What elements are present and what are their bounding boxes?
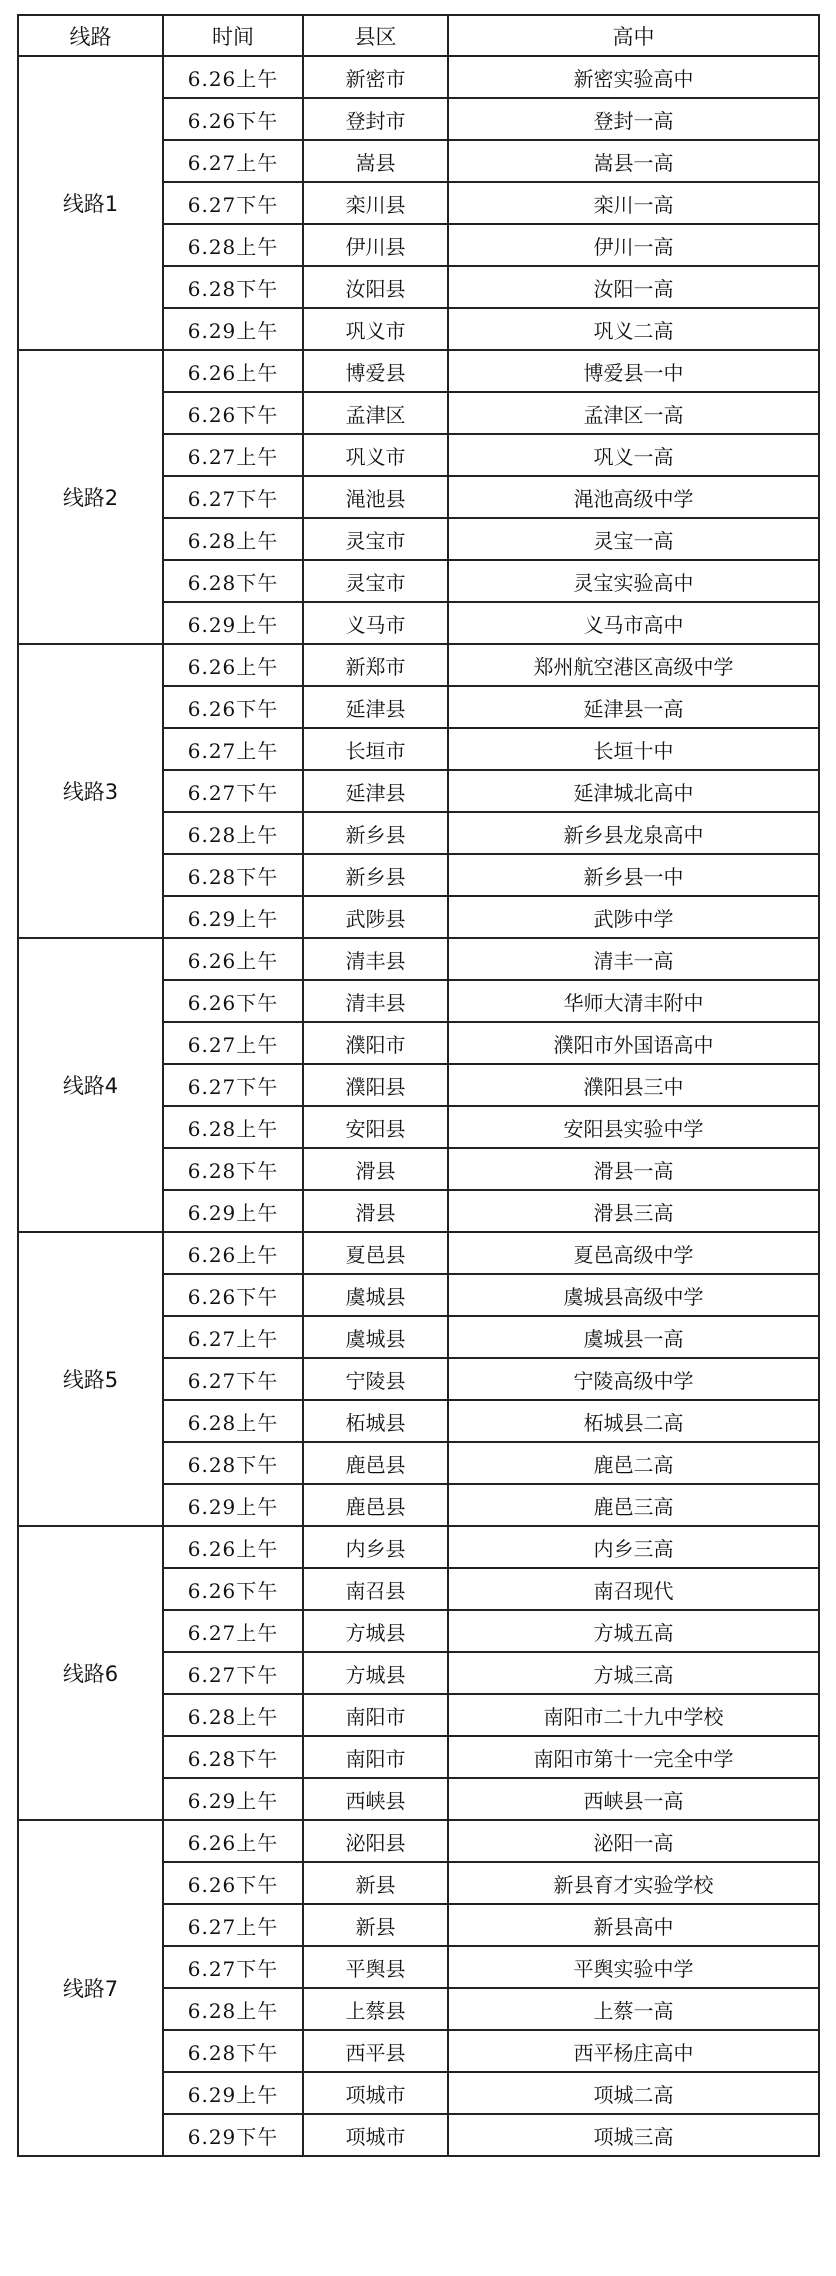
school-cell: 武陟中学 <box>448 896 819 938</box>
county-cell: 嵩县 <box>303 140 448 182</box>
school-cell: 新县高中 <box>448 1904 819 1946</box>
time-cell: 6.26上午 <box>163 56 303 98</box>
county-cell: 汝阳县 <box>303 266 448 308</box>
school-cell: 伊川一高 <box>448 224 819 266</box>
table-row <box>18 644 819 686</box>
county-cell: 南阳市 <box>303 1694 448 1736</box>
county-cell: 西峡县 <box>303 1778 448 1820</box>
county-cell: 延津县 <box>303 770 448 812</box>
header-row <box>18 15 819 56</box>
table-row <box>18 350 819 392</box>
time-cell: 6.28上午 <box>163 1694 303 1736</box>
time-cell: 6.29上午 <box>163 602 303 644</box>
time-cell: 6.26下午 <box>163 1568 303 1610</box>
time-cell: 6.27下午 <box>163 476 303 518</box>
school-cell: 方城三高 <box>448 1652 819 1694</box>
time-cell: 6.26上午 <box>163 644 303 686</box>
time-cell: 6.28下午 <box>163 854 303 896</box>
school-cell: 安阳县实验中学 <box>448 1106 819 1148</box>
time-cell: 6.27下午 <box>163 1652 303 1694</box>
route-name-cell: 线路4 <box>18 938 163 1232</box>
county-cell: 长垣市 <box>303 728 448 770</box>
school-cell: 虞城县高级中学 <box>448 1274 819 1316</box>
school-cell: 嵩县一高 <box>448 140 819 182</box>
time-cell: 6.26上午 <box>163 1232 303 1274</box>
county-cell: 滑县 <box>303 1148 448 1190</box>
route-schedule-table <box>17 14 820 2157</box>
time-cell: 6.28上午 <box>163 812 303 854</box>
school-cell: 南阳市二十九中学校 <box>448 1694 819 1736</box>
county-cell: 濮阳县 <box>303 1064 448 1106</box>
county-cell: 柘城县 <box>303 1400 448 1442</box>
school-cell: 郑州航空港区高级中学 <box>448 644 819 686</box>
county-cell: 濮阳市 <box>303 1022 448 1064</box>
school-cell: 项城二高 <box>448 2072 819 2114</box>
time-cell: 6.28上午 <box>163 224 303 266</box>
county-cell: 虞城县 <box>303 1316 448 1358</box>
route-name-cell: 线路2 <box>18 350 163 644</box>
county-cell: 方城县 <box>303 1610 448 1652</box>
time-cell: 6.28上午 <box>163 1988 303 2030</box>
county-cell: 鹿邑县 <box>303 1442 448 1484</box>
school-cell: 新乡县一中 <box>448 854 819 896</box>
table-row <box>18 1820 819 1862</box>
school-cell: 平舆实验中学 <box>448 1946 819 1988</box>
school-cell: 清丰一高 <box>448 938 819 980</box>
county-cell: 新乡县 <box>303 812 448 854</box>
time-cell: 6.28下午 <box>163 266 303 308</box>
table-row <box>18 1526 819 1568</box>
time-cell: 6.27下午 <box>163 182 303 224</box>
school-cell: 西峡县一高 <box>448 1778 819 1820</box>
county-cell: 伊川县 <box>303 224 448 266</box>
time-cell: 6.29上午 <box>163 2072 303 2114</box>
school-cell: 灵宝一高 <box>448 518 819 560</box>
time-cell: 6.27上午 <box>163 434 303 476</box>
school-cell: 灵宝实验高中 <box>448 560 819 602</box>
county-cell: 上蔡县 <box>303 1988 448 2030</box>
route-name-cell: 线路5 <box>18 1232 163 1526</box>
header-time: 时间 <box>163 15 303 56</box>
school-cell: 巩义二高 <box>448 308 819 350</box>
school-cell: 华师大清丰附中 <box>448 980 819 1022</box>
school-cell: 汝阳一高 <box>448 266 819 308</box>
school-cell: 博爱县一中 <box>448 350 819 392</box>
county-cell: 栾川县 <box>303 182 448 224</box>
time-cell: 6.28下午 <box>163 1148 303 1190</box>
county-cell: 西平县 <box>303 2030 448 2072</box>
time-cell: 6.29下午 <box>163 2114 303 2156</box>
time-cell: 6.28下午 <box>163 560 303 602</box>
time-cell: 6.29上午 <box>163 896 303 938</box>
time-cell: 6.26下午 <box>163 98 303 140</box>
county-cell: 新郑市 <box>303 644 448 686</box>
county-cell: 泌阳县 <box>303 1820 448 1862</box>
county-cell: 平舆县 <box>303 1946 448 1988</box>
county-cell: 灵宝市 <box>303 560 448 602</box>
time-cell: 6.28上午 <box>163 518 303 560</box>
time-cell: 6.26下午 <box>163 686 303 728</box>
time-cell: 6.29上午 <box>163 308 303 350</box>
time-cell: 6.26上午 <box>163 1526 303 1568</box>
schedule-document <box>17 14 820 2157</box>
school-cell: 延津城北高中 <box>448 770 819 812</box>
route-name-cell: 线路6 <box>18 1526 163 1820</box>
county-cell: 宁陵县 <box>303 1358 448 1400</box>
route-name-cell: 线路7 <box>18 1820 163 2156</box>
school-cell: 义马市高中 <box>448 602 819 644</box>
school-cell: 滑县一高 <box>448 1148 819 1190</box>
county-cell: 新县 <box>303 1904 448 1946</box>
county-cell: 延津县 <box>303 686 448 728</box>
school-cell: 鹿邑三高 <box>448 1484 819 1526</box>
table-row <box>18 1232 819 1274</box>
time-cell: 6.27上午 <box>163 1610 303 1652</box>
time-cell: 6.27上午 <box>163 1904 303 1946</box>
time-cell: 6.28上午 <box>163 1106 303 1148</box>
school-cell: 巩义一高 <box>448 434 819 476</box>
county-cell: 清丰县 <box>303 938 448 980</box>
school-cell: 虞城县一高 <box>448 1316 819 1358</box>
county-cell: 方城县 <box>303 1652 448 1694</box>
county-cell: 博爱县 <box>303 350 448 392</box>
county-cell: 清丰县 <box>303 980 448 1022</box>
time-cell: 6.28下午 <box>163 1736 303 1778</box>
county-cell: 巩义市 <box>303 434 448 476</box>
school-cell: 宁陵高级中学 <box>448 1358 819 1400</box>
time-cell: 6.28下午 <box>163 2030 303 2072</box>
school-cell: 孟津区一高 <box>448 392 819 434</box>
county-cell: 鹿邑县 <box>303 1484 448 1526</box>
time-cell: 6.27下午 <box>163 770 303 812</box>
county-cell: 孟津区 <box>303 392 448 434</box>
time-cell: 6.27下午 <box>163 1946 303 1988</box>
county-cell: 内乡县 <box>303 1526 448 1568</box>
time-cell: 6.28下午 <box>163 1442 303 1484</box>
county-cell: 灵宝市 <box>303 518 448 560</box>
time-cell: 6.28上午 <box>163 1400 303 1442</box>
county-cell: 项城市 <box>303 2072 448 2114</box>
school-cell: 滑县三高 <box>448 1190 819 1232</box>
county-cell: 新县 <box>303 1862 448 1904</box>
school-cell: 新密实验高中 <box>448 56 819 98</box>
school-cell: 渑池高级中学 <box>448 476 819 518</box>
school-cell: 方城五高 <box>448 1610 819 1652</box>
county-cell: 巩义市 <box>303 308 448 350</box>
school-cell: 新县育才实验学校 <box>448 1862 819 1904</box>
time-cell: 6.29上午 <box>163 1484 303 1526</box>
time-cell: 6.26上午 <box>163 1820 303 1862</box>
route-name-cell: 线路3 <box>18 644 163 938</box>
time-cell: 6.27上午 <box>163 140 303 182</box>
time-cell: 6.26下午 <box>163 1274 303 1316</box>
time-cell: 6.29上午 <box>163 1190 303 1232</box>
county-cell: 项城市 <box>303 2114 448 2156</box>
header-school: 高中 <box>448 15 819 56</box>
table-row <box>18 56 819 98</box>
county-cell: 新乡县 <box>303 854 448 896</box>
table-body <box>18 56 819 2156</box>
school-cell: 夏邑高级中学 <box>448 1232 819 1274</box>
time-cell: 6.27下午 <box>163 1358 303 1400</box>
school-cell: 濮阳县三中 <box>448 1064 819 1106</box>
time-cell: 6.26下午 <box>163 392 303 434</box>
school-cell: 项城三高 <box>448 2114 819 2156</box>
county-cell: 夏邑县 <box>303 1232 448 1274</box>
county-cell: 登封市 <box>303 98 448 140</box>
time-cell: 6.27下午 <box>163 1064 303 1106</box>
school-cell: 上蔡一高 <box>448 1988 819 2030</box>
county-cell: 新密市 <box>303 56 448 98</box>
county-cell: 虞城县 <box>303 1274 448 1316</box>
county-cell: 渑池县 <box>303 476 448 518</box>
time-cell: 6.29上午 <box>163 1778 303 1820</box>
county-cell: 南召县 <box>303 1568 448 1610</box>
school-cell: 柘城县二高 <box>448 1400 819 1442</box>
county-cell: 安阳县 <box>303 1106 448 1148</box>
school-cell: 栾川一高 <box>448 182 819 224</box>
school-cell: 内乡三高 <box>448 1526 819 1568</box>
school-cell: 西平杨庄高中 <box>448 2030 819 2072</box>
county-cell: 滑县 <box>303 1190 448 1232</box>
county-cell: 武陟县 <box>303 896 448 938</box>
county-cell: 义马市 <box>303 602 448 644</box>
time-cell: 6.26下午 <box>163 980 303 1022</box>
time-cell: 6.26上午 <box>163 350 303 392</box>
school-cell: 泌阳一高 <box>448 1820 819 1862</box>
school-cell: 延津县一高 <box>448 686 819 728</box>
time-cell: 6.26上午 <box>163 938 303 980</box>
school-cell: 南阳市第十一完全中学 <box>448 1736 819 1778</box>
route-name-cell: 线路1 <box>18 56 163 350</box>
header-route: 线路 <box>18 15 163 56</box>
school-cell: 南召现代 <box>448 1568 819 1610</box>
school-cell: 濮阳市外国语高中 <box>448 1022 819 1064</box>
time-cell: 6.26下午 <box>163 1862 303 1904</box>
school-cell: 登封一高 <box>448 98 819 140</box>
school-cell: 新乡县龙泉高中 <box>448 812 819 854</box>
table-row <box>18 938 819 980</box>
time-cell: 6.27上午 <box>163 1022 303 1064</box>
time-cell: 6.27上午 <box>163 1316 303 1358</box>
county-cell: 南阳市 <box>303 1736 448 1778</box>
header-county: 县区 <box>303 15 448 56</box>
school-cell: 鹿邑二高 <box>448 1442 819 1484</box>
time-cell: 6.27上午 <box>163 728 303 770</box>
school-cell: 长垣十中 <box>448 728 819 770</box>
